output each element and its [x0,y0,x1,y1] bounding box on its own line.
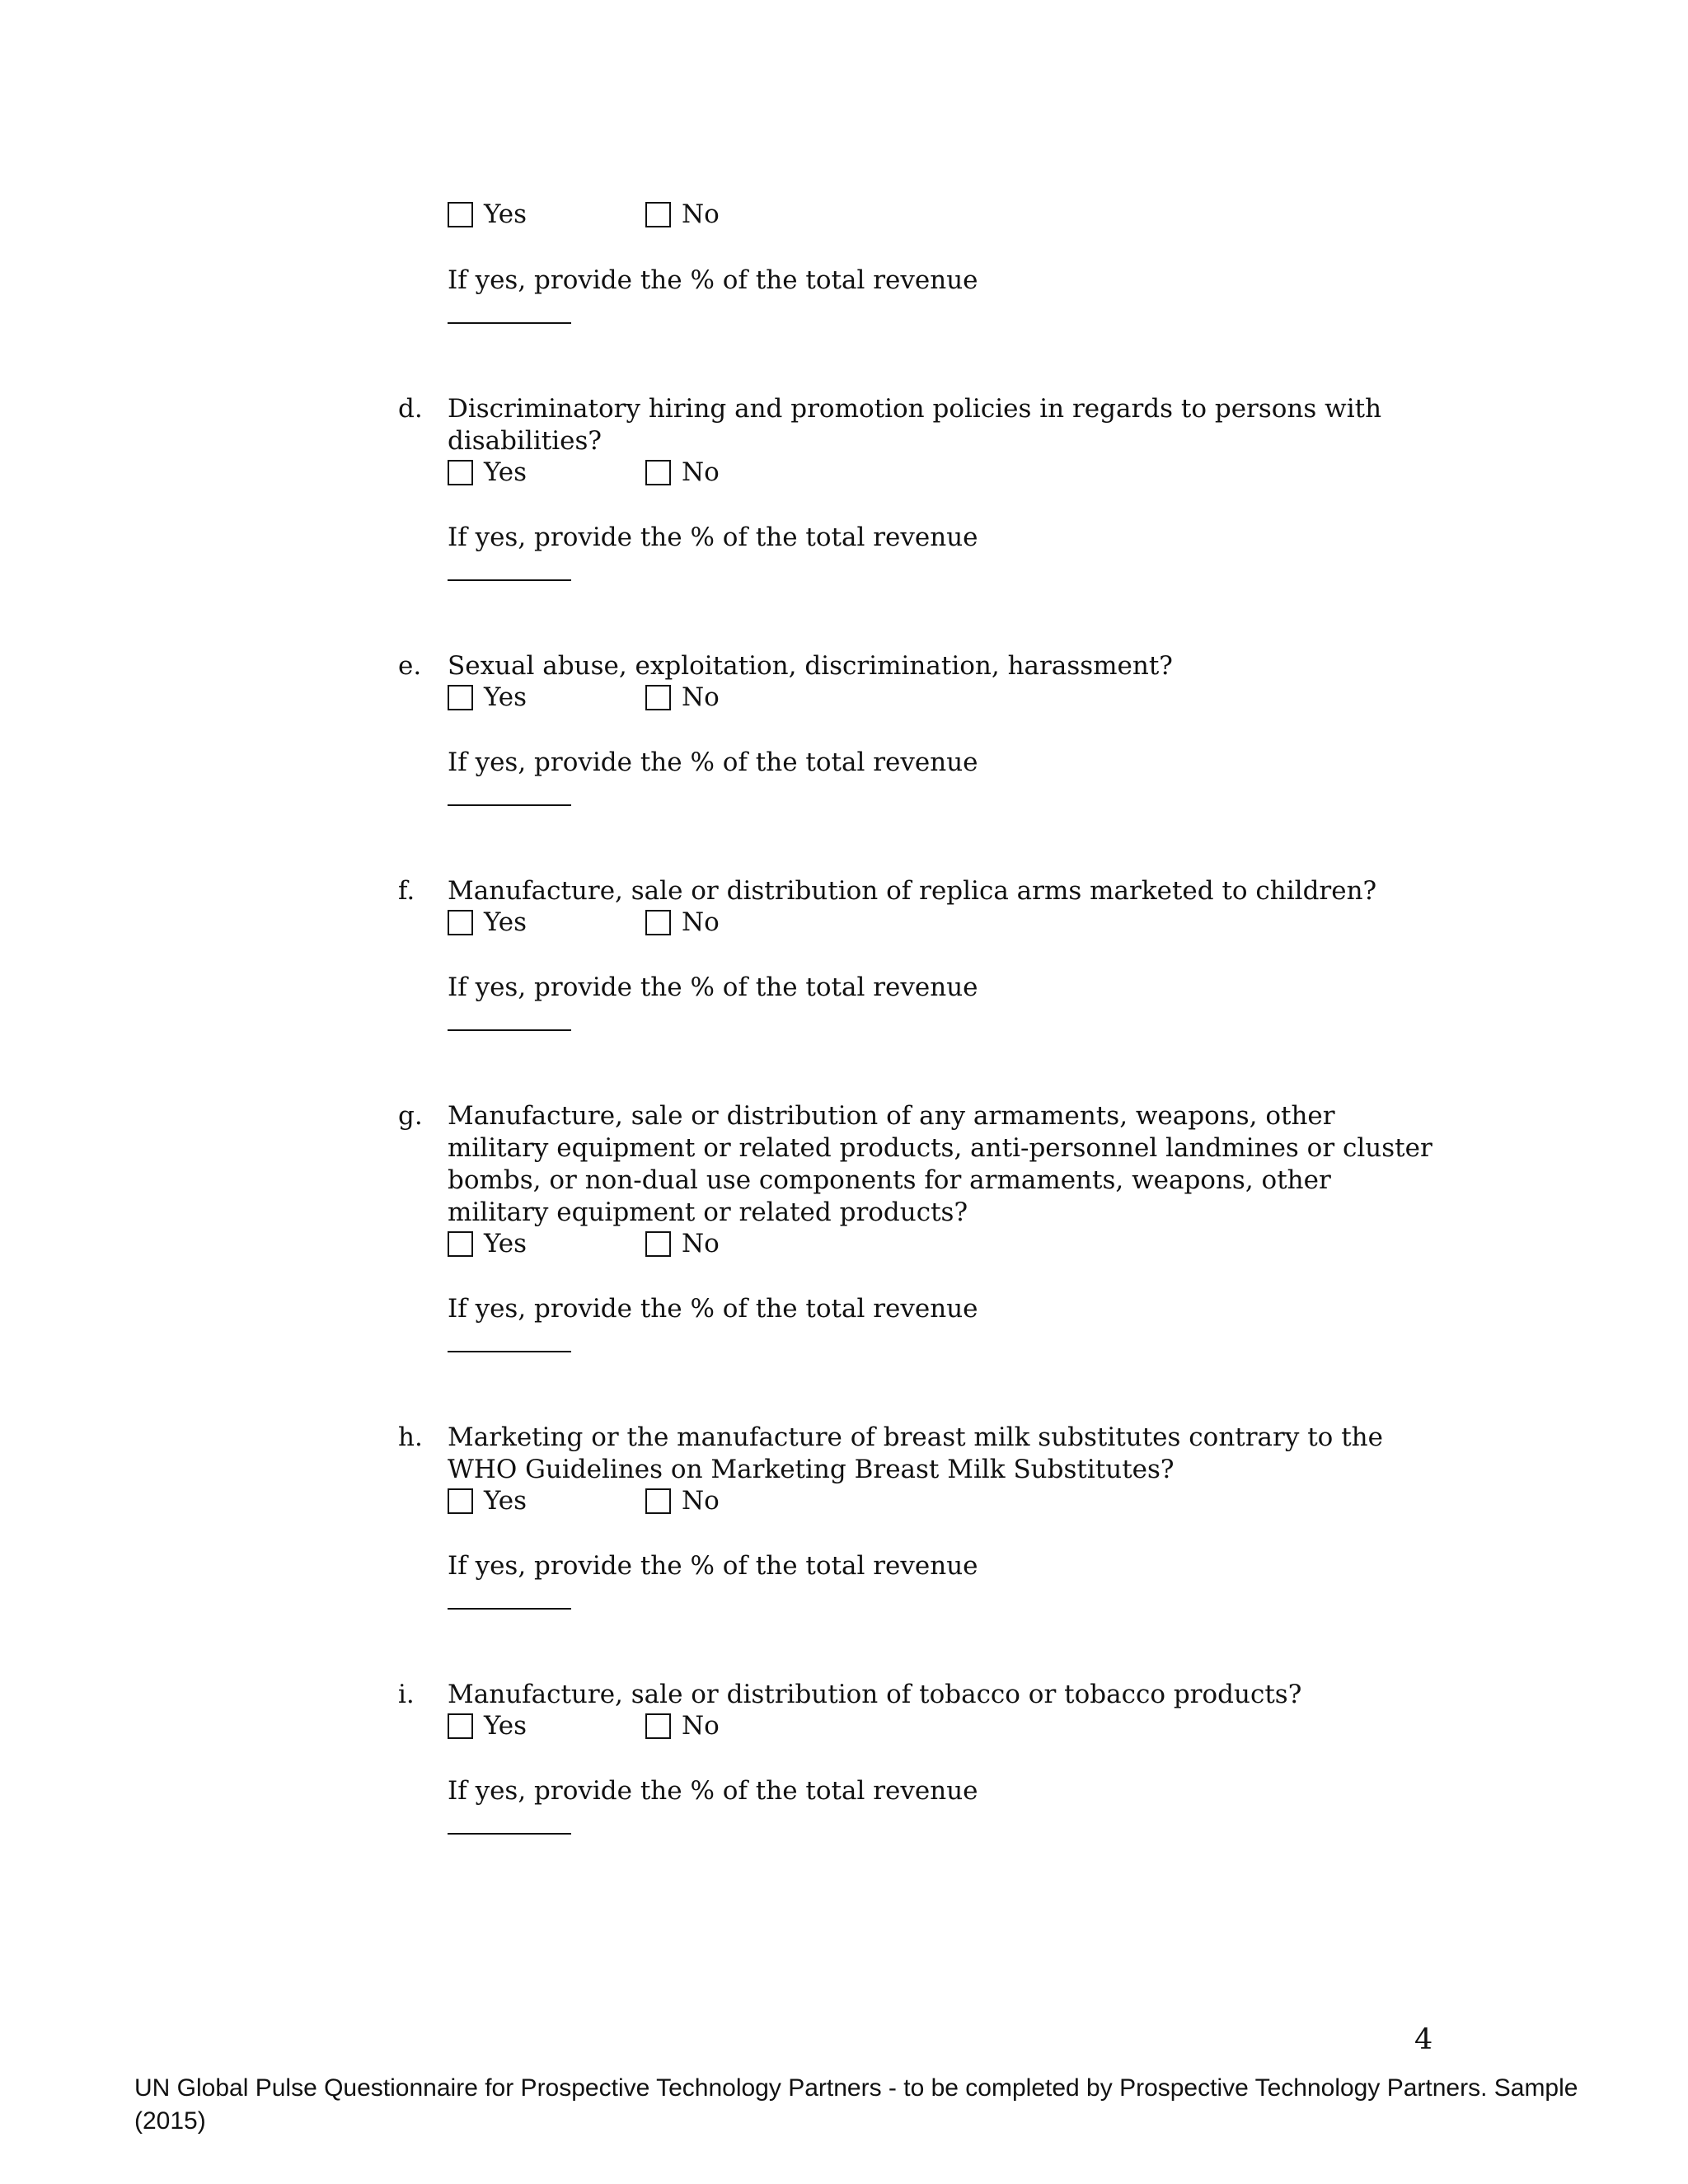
yes-label: Yes [484,1229,528,1258]
question-text-h: Marketing or the manufacture of breast milk substitutes contrary to the WHO Guidelines on Marketing Breast Milk Substitutes? [448,1422,1383,1484]
question-marker-g: g. [398,1101,423,1131]
question-marker-h: h. [398,1422,423,1452]
revenue-input-f[interactable] [448,1024,571,1031]
revenue-label-d: If yes, provide the % of the total revenue [448,523,978,552]
no-label: No [682,199,720,229]
yes-option-f[interactable] [448,907,527,937]
checkbox-icon[interactable] [448,460,473,485]
question-text-g: Manufacture, sale or distribution of any armaments, weapons, other military equipment or related products, anti-personnel landmines or cluster bombs, or non-dual use components for armaments, weapons, other military equipment or related products? [448,1101,1432,1227]
yes-option-e[interactable] [448,682,527,712]
revenue-input-d[interactable] [448,574,571,581]
revenue-label-c: If yes, provide the % of the total revenue [448,265,978,295]
revenue-label-f: If yes, provide the % of the total revenue [448,972,978,1002]
checkbox-icon[interactable] [645,1488,671,1514]
checkbox-icon[interactable] [645,1231,671,1257]
yes-option-d[interactable] [448,457,527,487]
revenue-input-e[interactable] [448,799,571,806]
revenue-input-h[interactable] [448,1603,571,1610]
no-label: No [682,682,720,712]
yes-option-i[interactable] [448,1711,527,1741]
checkbox-icon[interactable] [448,1231,473,1257]
page-footer: UN Global Pulse Questionnaire for Prospective Technology Partners - to be completed by Prospective Technology Partners. Sample (2015) [134,2074,1578,2135]
revenue-label-h: If yes, provide the % of the total revenue [448,1551,978,1581]
no-label: No [682,457,720,487]
question-text-f: Manufacture, sale or distribution of replica arms marketed to children? [448,876,1377,906]
revenue-label-e: If yes, provide the % of the total revenue [448,748,978,777]
revenue-input-c[interactable] [448,317,571,324]
revenue-input-i[interactable] [448,1828,571,1835]
revenue-input-g[interactable] [448,1346,571,1352]
answer-options-i [448,1711,942,1741]
yes-label: Yes [484,907,528,937]
no-label: No [682,1229,720,1258]
answer-options-f [448,907,942,937]
answer-options-e [448,682,942,712]
revenue-label-g: If yes, provide the % of the total revenue [448,1294,978,1324]
checkbox-icon[interactable] [448,910,473,935]
page-number: 4 [1414,2023,1433,2056]
answer-options-d [448,457,942,487]
no-label: No [682,1711,720,1741]
no-label: No [682,907,720,937]
question-marker-d: d. [398,394,423,424]
yes-label: Yes [484,199,528,229]
checkbox-icon[interactable] [448,685,473,710]
yes-label: Yes [484,682,528,712]
yes-option-h[interactable] [448,1486,527,1516]
question-text-e: Sexual abuse, exploitation, discrimination, harassment? [448,651,1173,681]
no-option-h[interactable] [645,1486,720,1516]
yes-label: Yes [484,1486,528,1516]
no-option-d[interactable] [645,457,720,487]
yes-option-g[interactable] [448,1229,527,1258]
question-marker-e: e. [398,651,422,681]
answer-options-c [448,199,942,229]
answer-options-g [448,1229,942,1258]
no-option-i[interactable] [645,1711,720,1741]
checkbox-icon[interactable] [448,1488,473,1514]
question-text-d: Discriminatory hiring and promotion policies in regards to persons with disabilities? [448,394,1382,456]
checkbox-icon[interactable] [645,1713,671,1739]
checkbox-icon[interactable] [645,685,671,710]
no-option-e[interactable] [645,682,720,712]
checkbox-icon[interactable] [448,1713,473,1739]
no-option-g[interactable] [645,1229,720,1258]
checkbox-icon[interactable] [645,910,671,935]
no-label: No [682,1486,720,1516]
question-marker-i: i. [398,1680,415,1709]
yes-label: Yes [484,457,528,487]
checkbox-icon[interactable] [448,202,473,227]
question-text-i: Manufacture, sale or distribution of tobacco or tobacco products? [448,1680,1302,1709]
yes-label: Yes [484,1711,528,1741]
checkbox-icon[interactable] [645,460,671,485]
no-option-f[interactable] [645,907,720,937]
question-marker-f: f. [398,876,415,906]
no-option-c[interactable] [645,199,720,229]
revenue-label-i: If yes, provide the % of the total revenue [448,1776,978,1806]
answer-options-h [448,1486,942,1516]
yes-option-c[interactable] [448,199,527,229]
checkbox-icon[interactable] [645,202,671,227]
